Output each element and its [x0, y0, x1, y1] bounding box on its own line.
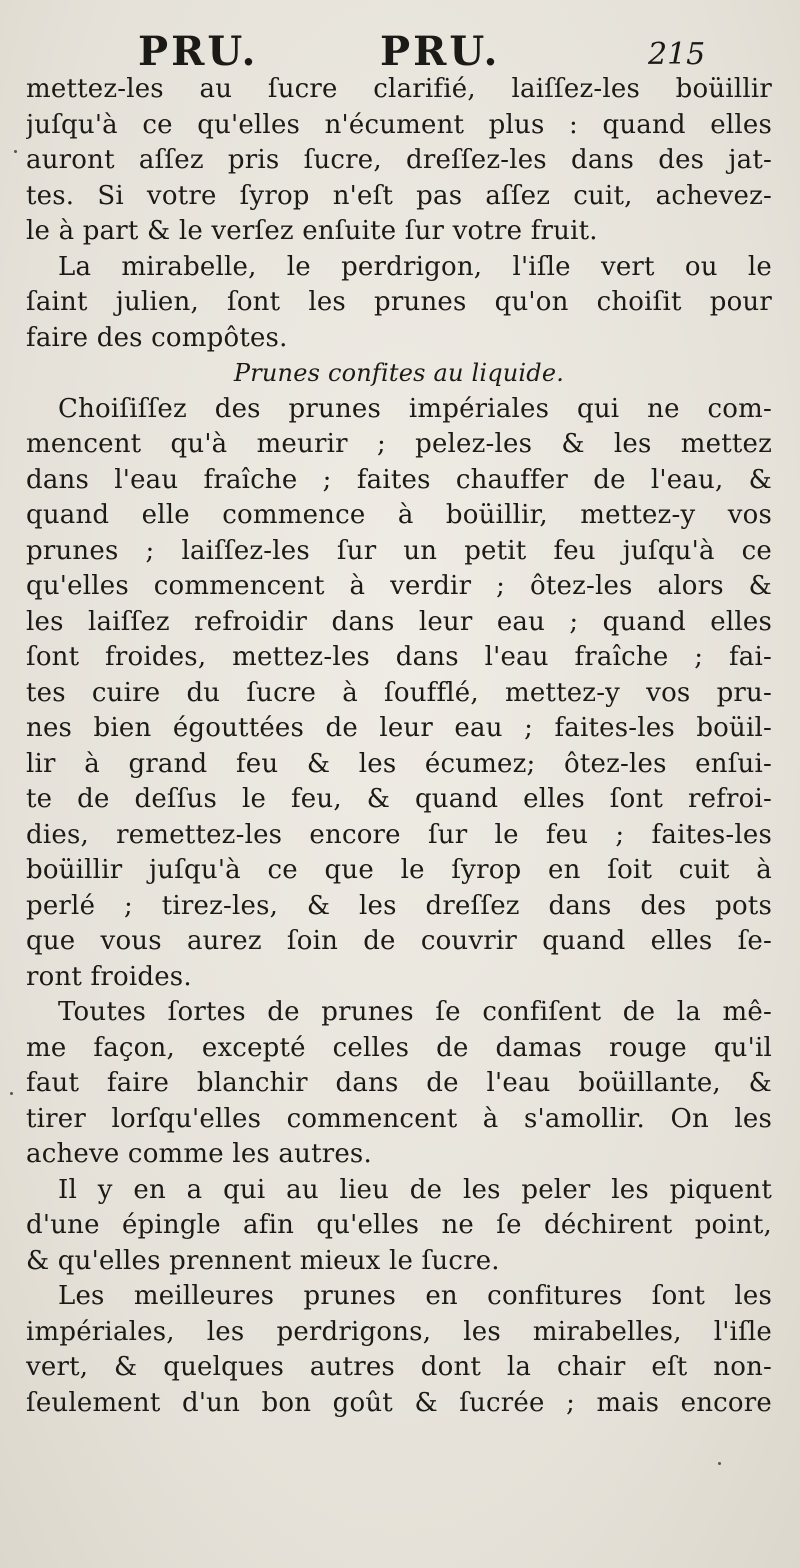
ink-speck: [14, 150, 17, 153]
text-line: mettez-les au ſucre clarifié, laiſſez-les boüillir: [26, 74, 772, 104]
text-line: mencent qu'à meurir ; pelez-les & les mettez: [26, 429, 772, 459]
text-line: qu'elles commencent à verdir ; ôtez-les alors &: [26, 571, 772, 601]
text-line: faire des compôtes.: [26, 322, 288, 353]
text-line: tes. Si votre ſyrop n'eſt pas aſſez cuit, achevez-: [26, 180, 772, 211]
section-subtitle: Prunes confites au liquide.: [233, 359, 565, 387]
text-line: que vous aurez ſoin de couvrir quand elles ſe-: [26, 926, 772, 956]
text-line: perlé ; tirez-les, & les dreſſez dans des pots: [26, 890, 772, 921]
text-line: prunes ; laiſſez-les ſur un petit feu juſqu'à ce: [26, 535, 772, 566]
text-line: quand elle commence à boüillir, mettez-y vos: [26, 500, 772, 530]
text-line: ſaint julien, ſont les prunes qu'on choiſit pour: [26, 287, 772, 317]
page-number: 215: [648, 37, 706, 72]
running-head-left: PRU.: [138, 28, 259, 75]
text-line: dies, remettez-les encore ſur le feu ; faites-les: [26, 819, 772, 850]
text-line: boüillir juſqu'à ce que le ſyrop en ſoit cuit à: [26, 855, 772, 885]
text-line: ſeulement d'un bon goût & ſucrée ; mais encore: [26, 1387, 772, 1418]
text-line: me façon, excepté celles de damas rouge qu'il: [26, 1032, 772, 1063]
text-line: auront aſſez pris ſucre, dreſſez-les dans des jat-: [26, 145, 772, 175]
running-head-right: PRU.: [380, 28, 501, 75]
text-line: & qu'elles prennent mieux le ſucre.: [26, 1245, 500, 1276]
text-line: nes bien égouttées de leur eau ; faites-les boüil-: [26, 713, 772, 743]
text-line: La mirabelle, le perdrigon, l'iſle vert ou le: [58, 251, 772, 282]
text-line: Les meilleures prunes en confitures ſont les: [58, 1281, 772, 1311]
text-line: acheve comme les autres.: [26, 1139, 372, 1169]
text-line: lir à grand feu & les écumez; ôtez-les enſui-: [26, 748, 772, 779]
text-line: Choiſiſſez des prunes impériales qui ne com-: [58, 393, 772, 424]
text-line: les laiſſez refroidir dans leur eau ; quand elles: [26, 606, 772, 637]
text-line: le à part & le verſez enſuite ſur votre fruit.: [26, 216, 598, 246]
page-body: [26, 72, 772, 1421]
text-line: tes cuire du ſucre à ſoufflé, mettez-y vos pru-: [26, 677, 772, 708]
text-line: faut faire blanchir dans de l'eau boüillante, &: [26, 1068, 772, 1098]
text-line: dans l'eau fraîche ; faites chauffer de l'eau, &: [26, 464, 772, 495]
text-line: vert, & quelques autres dont la chair eſt non-: [26, 1352, 772, 1382]
text-line: impériales, les perdrigons, les mirabelles, l'iſle: [26, 1316, 772, 1347]
text-line: Il y en a qui au lieu de les peler les piquent: [58, 1174, 772, 1205]
text-line: ront froides.: [26, 961, 192, 992]
ink-speck: [718, 1462, 721, 1465]
text-line: d'une épingle afin qu'elles ne ſe déchirent point,: [26, 1210, 772, 1240]
text-line: Toutes ſortes de prunes ſe confiſent de la mê-: [58, 997, 772, 1027]
text-line: juſqu'à ce qu'elles n'écument plus : quand elles: [26, 109, 772, 140]
text-line: te de deſſus le feu, & quand elles ſont refroi-: [26, 784, 772, 814]
text-line: tirer lorſqu'elles commencent à s'amollir. On les: [26, 1103, 772, 1134]
text-line: ſont froides, mettez-les dans l'eau fraîche ; fai-: [26, 642, 772, 672]
ink-speck: [10, 1092, 13, 1095]
